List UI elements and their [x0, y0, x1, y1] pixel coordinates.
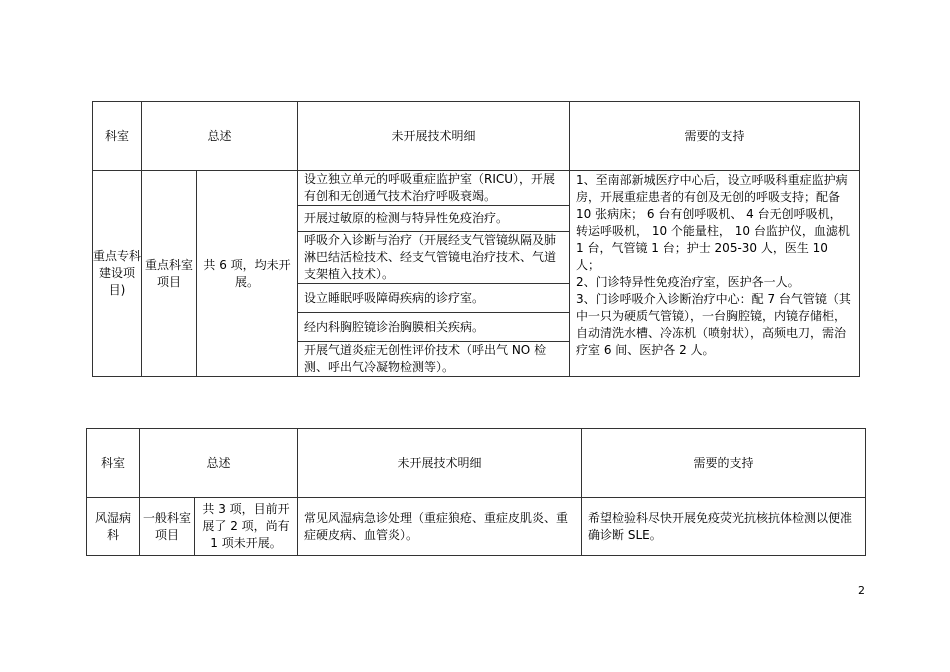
support-cell: 1、至南部新城医疗中心后，设立呼吸科重症监护病房，开展重症患者的有创及无创的呼吸支持；配备 10 张病床； 6 台有创呼吸机、 4 台无创呼吸机，转运呼吸机， 10 个能量柱， 10 台监护仪，血滤机 1 台，气管镜 1 台；护士 205-30 人，医生 10 人； 2、门诊特异性免疫治疗室，医护各一人。 3、门诊呼吸介入诊断治疗中心：配 7 台气管镜（其中一只为硬质气管镜），一台胸腔镜，内镜存储柜，自动清洗水槽、冷冻机（喷射状），高频电刀，需治疗室 6 间、医护各 2 人。: [570, 171, 860, 377]
detail-item: 经内科胸腔镜诊治胸膜相关疾病。: [298, 313, 570, 342]
detail-item: 设立独立单元的呼吸重症监护室（RICU），开展有创和无创通气技术治疗呼吸衰竭。: [298, 171, 570, 206]
header-dept: 科室: [87, 429, 140, 498]
detail-item: 呼吸介入诊断与治疗（开展经支气管镜纵隔及肺淋巴结活检技术、经支气管镜电治疗技术、气道支架植入技术）。: [298, 232, 570, 284]
header-dept: 科室: [93, 102, 142, 171]
detail-item: 设立睡眠呼吸障碍疾病的诊疗室。: [298, 284, 570, 313]
header-support: 需要的支持: [582, 429, 866, 498]
table-row: [93, 171, 860, 206]
support-cell: 希望检验科尽快开展免疫荧光抗核抗体检测以便准确诊断 SLE。: [582, 498, 866, 556]
project-type-cell: 一般科室项目: [140, 498, 195, 556]
table-header-row: [93, 102, 860, 171]
header-details: 未开展技术明细: [298, 429, 582, 498]
header-summary: 总述: [142, 102, 298, 171]
page-number: 2: [858, 584, 865, 597]
summary-cell: 共 6 项，均未开展。: [197, 171, 298, 377]
header-details: 未开展技术明细: [298, 102, 570, 171]
table-row: [87, 498, 866, 556]
table-1: [92, 101, 860, 377]
table-2: [86, 428, 866, 556]
header-support: 需要的支持: [570, 102, 860, 171]
summary-cell: 共 3 项，目前开展了 2 项，尚有 1 项未开展。: [195, 498, 298, 556]
detail-item: 开展气道炎症无创性评价技术（呼出气 NO 检测、呼出气冷凝物检测等）。: [298, 342, 570, 377]
header-summary: 总述: [140, 429, 298, 498]
detail-item: 开展过敏原的检测与特异性免疫治疗。: [298, 206, 570, 232]
dept-cell: 重点专科建设项目): [93, 171, 142, 377]
dept-cell: 风湿病科: [87, 498, 140, 556]
detail-item: 常见风湿病急诊处理（重症狼疮、重症皮肌炎、重症硬皮病、血管炎）。: [298, 498, 582, 556]
project-type-cell: 重点科室项目: [142, 171, 197, 377]
table-header-row: [87, 429, 866, 498]
